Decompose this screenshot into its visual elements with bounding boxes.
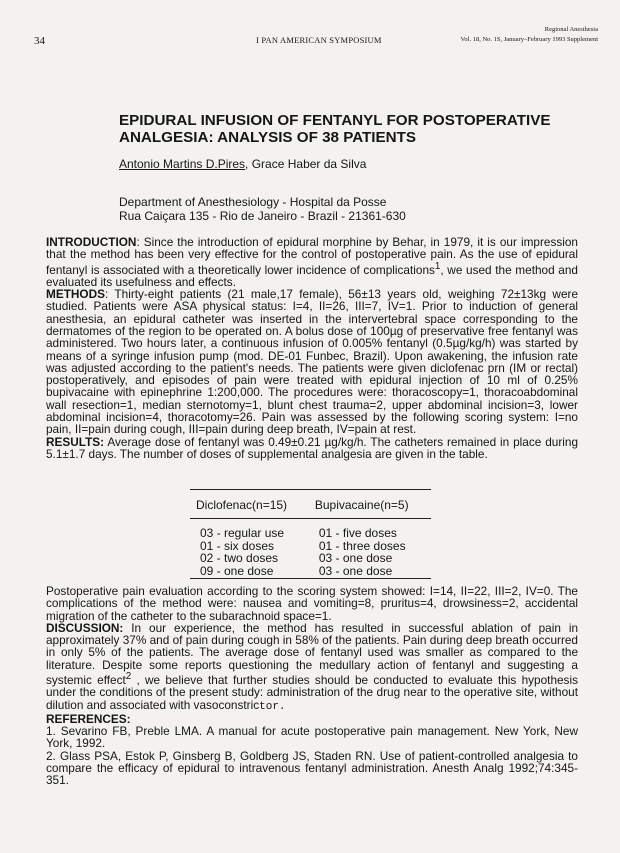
table-cell: 02 - two doses — [200, 551, 279, 565]
bupivacaine-header: Bupivacaine(n=5) — [309, 490, 431, 519]
discussion-paragraph: DISCUSSION: In our experience, the method has resulted in successful ablation of pain in approximately 37% and of pain during cough in 58% of the patients. Pain during deep breath occurred in only 5% of the patients. The average dose of fentanyl used was smaller as compared to the literature. Despite some reports questioning the medullary action of fentanyl and suggesting a systemic effect$^2$ , we believe that further studies should be conducted to evaluate this hypothesis under the conditions of the present study: administration of the drug near to the operative site, without dilution and associated with vasoconstrictor. — [46, 620, 578, 713]
page-number: 34 — [34, 35, 45, 47]
reference-2: 2. Glass PSA, Estok P, Ginsberg B, Goldberg JS, Staden RN. Use of patient-controlled analgesia to compare the efficacy of epidural to intravenous fentanyl administration. Anesth Analg 1992;74:345-351. — [46, 748, 578, 788]
table-row — [190, 519, 431, 540]
diclofenac-header: Diclofenac(n=15) — [190, 490, 309, 519]
address: Rua Caiçara 135 - Rio de Janeiro - Brazil - 21361-630 — [119, 209, 406, 223]
results-heading: RESULTS: — [46, 434, 105, 449]
references-heading: REFERENCES: — [46, 711, 131, 726]
table-cell: 01 - five doses — [318, 526, 397, 540]
table-cell: 01 - six doses — [200, 538, 275, 553]
journal-name: Regional Anesthesia — [544, 26, 598, 33]
introduction-paragraph: INTRODUCTION: Since the introduction of epidural morphine by Behar, in 1979, it is our impression that the method has been very effective for the control of postoperative pain. As the use of epidural fentanyl is associated with a theoretically lower incidence of complications$^1$, we used the method and evaluated its usefulness and effects. — [46, 235, 578, 289]
reference-1: 1. Sevarino FB, Preble LMA. A manual for acute postoperative pain management. New York, New York, 1992. — [46, 724, 578, 751]
supplemental-analgesia-table — [190, 489, 431, 579]
journal-header — [461, 25, 598, 45]
department: Department of Anesthesiology - Hospital da Posse — [119, 195, 387, 209]
table-row — [190, 552, 431, 565]
primary-author: Antonio Martins D.Pires — [119, 157, 246, 171]
methods-paragraph: METHODS: Thirty-eight patients (21 male,17 female), 56±13 years old, weighing 72±13kg were studied. Patients were ASA physical status: I=4, II=26, III=7, IV=1. Prior to induction of general anesthesia, an epidural catheter was inserted in the intervertebral space corresponding to the dermatomes of the region to be operated on. A bolus dose of 100µg of preservative free fentanyl was administered. Two hours later, a continuous infusion of 0.005% fentanyl (0.5µg/kg/h) was started by means of a syringe infusion pump (mod. DE-01 Funbec, Brazil). Upon awakening, the infusion rate was adjusted according to the patient's needs. The patients were given diclofenac prn (IM or rectal) postoperatively, and episodes of pain were treated with epidural injection of 10 ml of 0.25% bupivacaine with epinephrine 1:200,000. The procedures were: thoracoscopy=1, thoracoabdominal wall resection=1, median sternotomy=1, blunt chest trauma=2, upper abdominal incision=3, lower abdominal incision=4, thoracotomy=26. Pain was assessed by the following scoring system: I=no pain, II=pain during cough, III=pain during deep breath, IV=pain at rest. — [46, 287, 578, 437]
affiliation — [119, 195, 406, 223]
table-cell: 01 - three doses — [318, 538, 406, 553]
introduction-heading: INTRODUCTION — [46, 235, 137, 249]
table-row — [190, 565, 431, 579]
table-cell: 03 - regular use — [200, 526, 285, 540]
article-title: EPIDURAL INFUSION OF FENTANYL FOR POSTOPERATIVE ANALGESIA: ANALYSIS OF 38 PATIENTS — [119, 112, 551, 146]
table-cell: 09 - one dose — [190, 565, 309, 579]
evaluation-paragraph: Postoperative pain evaluation according to the scoring system showed: I=14, II=22, III=2, IV=0. The complications of the method were: nausea and vomiting=8, pruritus=4, drowsiness=2, accidental migration of the catheter to the subarachnoid space=1. — [46, 584, 578, 623]
table-cell: 03 - one dose — [318, 551, 393, 565]
footnote-1: 1 — [434, 260, 441, 272]
results-paragraph: RESULTS: Average dose of fentanyl was 0.49±0.21 µg/kg/h. The catheters remained in place during 5.1±1.7 days. The number of doses of supplemental analgesia are given in the table. — [46, 434, 578, 461]
journal-issue: Vol. 18, No. 1S, January–February 1993 Supplement — [460, 36, 598, 43]
abstract-body-lower — [46, 585, 578, 787]
coauthor: , Grace Haber da Silva — [245, 157, 367, 171]
abstract-body-upper — [46, 236, 578, 460]
footnote-2: 2 — [125, 671, 132, 683]
discussion-heading: DISCUSSION: — [46, 620, 124, 635]
table-cell: 03 - one dose — [309, 565, 431, 579]
symposium-header: I PAN AMERICAN SYMPOSIUM — [256, 35, 382, 45]
methods-heading: METHODS — [46, 287, 105, 302]
authors — [119, 157, 366, 171]
